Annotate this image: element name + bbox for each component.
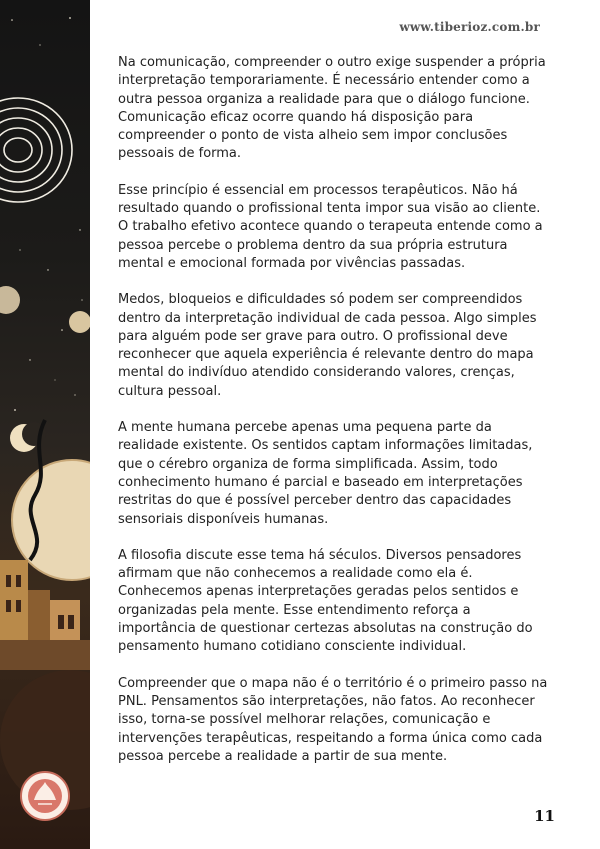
page-number: 11 [534, 807, 555, 825]
site-url-header: www.tiberioz.com.br [399, 20, 540, 34]
main-text-content [118, 54, 548, 784]
paragraph-4: A mente humana percebe apenas uma pequena parte da realidade existente. Os sentidos captam informações limitadas, que o cérebro organiza de forma simplificada. Assim, todo conhecimento humano é parcial e baseado em interpretações restritas do que é possível perceber dentro das capacidades sensoriais disponíveis humanas. [118, 420, 533, 527]
paragraph-3: Medos, bloqueios e dificuldades só podem ser compreendidos dentro da interpretação individual de cada pessoa. Algo simples para alguém pode ser grave para outro. O profissional deve reconhecer que aquela experiência é relevante dentro do mapa mental do indivíduo atendido considerando valores, crenças, cultura pessoal. [118, 292, 537, 399]
logo-seal [21, 772, 69, 820]
moon-small [0, 286, 20, 314]
paragraph-1: Na comunicação, compreender o outro exige suspender a própria interpretação temporariamente. É necessário entender como a outra pessoa organiza a realidade para que o diálogo funcione. Comunicação eficaz ocorre quando há disposição para compreender o ponto de vista alheio sem impor conclusões pessoais de forma. [118, 55, 546, 162]
paragraph-2: Esse princípio é essencial em processos terapêuticos. Não há resultado quando o profissional tenta impor sua visão ao cliente. O trabalho efetivo acontece quando o terapeuta entende como a pessoa percebe o problema dentro da sua própria estrutura mental e emocional formada por vivências passadas. [118, 182, 543, 271]
spiral-swirl [0, 98, 72, 202]
paragraph-5: A filosofia discute esse tema há séculos. Diversos pensadores afirmam que não conhecemos a realidade como ela é. Conhecemos apenas interpretações geradas pelos sentidos e organizadas pela mente. Esse entendimento reforça a importância de questionar certezas absolutas na construção do pensamento humano cotidiano consciente individual. [118, 547, 533, 655]
stars [11, 17, 82, 411]
decorative-side-artwork [0, 0, 90, 849]
paragraph-6: Compreender que o mapa não é o território é o primeiro passo na PNL. Pensamentos são interpretações, não fatos. Ao reconhecer isso, torna-se possível melhorar relações, comunicação e intervenções terapêuticas, respeitando a forma única como cada pessoa percebe a realidade a partir de sua mente. [118, 675, 548, 764]
moon-right [69, 311, 90, 333]
